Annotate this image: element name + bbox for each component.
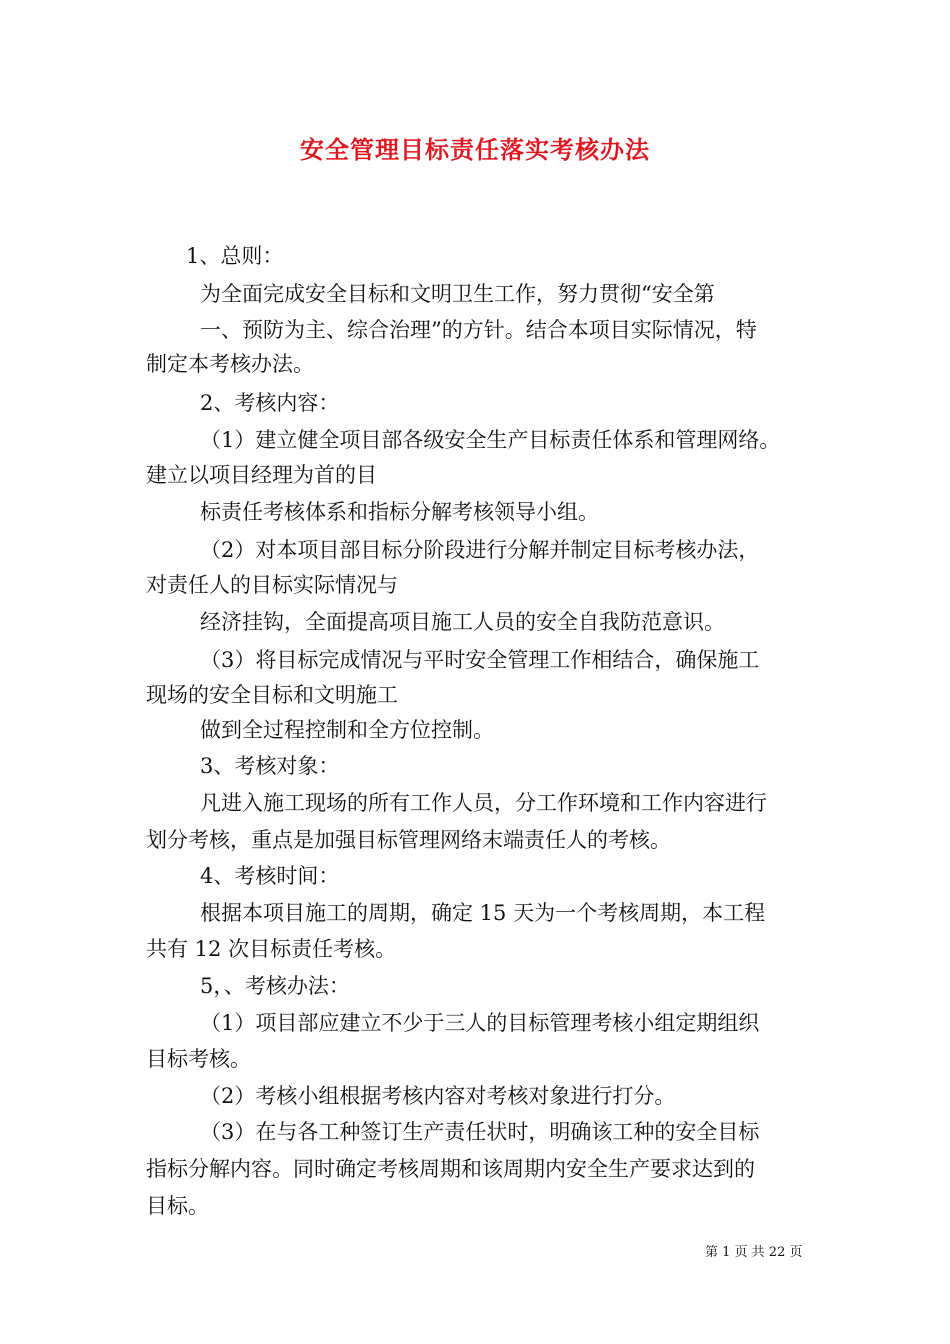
body-line: （3）在与各工种签订生产责任状时，明确该工种的安全目标 [200, 1120, 760, 1144]
body-line: 共有 12 次目标责任考核。 [146, 937, 397, 961]
body-line: 划分考核，重点是加强目标管理网络末端责任人的考核。 [146, 828, 671, 852]
document-title: 安全管理目标责任落实考核办法 [300, 135, 650, 164]
body-line: （1）项目部应建立不少于三人的目标管理考核小组定期组织 [200, 1011, 760, 1035]
body-line: 2、考核内容： [200, 391, 340, 415]
body-line: 3、考核对象： [200, 754, 340, 778]
body-line: 目标。 [146, 1194, 209, 1218]
body-line: 做到全过程控制和全方位控制。 [200, 718, 494, 742]
body-line: （1）建立健全项目部各级安全生产目标责任体系和管理网络。 [200, 428, 781, 452]
body-line: 1、总则： [186, 244, 284, 268]
body-line: 5，、考核办法： [200, 974, 350, 998]
body-line: 标责任考核体系和指标分解考核领导小组。 [200, 500, 599, 524]
body-line: 制定本考核办法。 [146, 352, 314, 376]
body-line: 现场的安全目标和文明施工 [146, 683, 398, 707]
body-line: （2）考核小组根据考核内容对考核对象进行打分。 [200, 1084, 676, 1108]
page-number: 第 1 页 共 22 页 [705, 1245, 803, 1260]
body-line: 目标考核。 [146, 1047, 251, 1071]
body-line: 指标分解内容。同时确定考核周期和该周期内安全生产要求达到的 [146, 1157, 755, 1181]
body-line: 凡进入施工现场的所有工作人员，分工作环境和工作内容进行 [200, 791, 767, 815]
body-line: （2）对本项目部目标分阶段进行分解并制定目标考核办法， [200, 538, 760, 562]
body-line: 4、考核时间： [200, 864, 340, 888]
body-line: 经济挂钩，全面提高项目施工人员的安全自我防范意识。 [200, 610, 725, 634]
body-line: 一、预防为主、综合治理”的方针。结合本项目实际情况，特 [200, 318, 757, 342]
body-line: （3）将目标完成情况与平时安全管理工作相结合，确保施工 [200, 648, 760, 672]
body-line: 对责任人的目标实际情况与 [146, 573, 398, 597]
body-line: 根据本项目施工的周期，确定 15 天为一个考核周期，本工程 [200, 901, 766, 925]
body-line: 为全面完成安全目标和文明卫生工作，努力贯彻“安全第 [200, 282, 715, 306]
body-line: 建立以项目经理为首的目 [146, 463, 377, 487]
